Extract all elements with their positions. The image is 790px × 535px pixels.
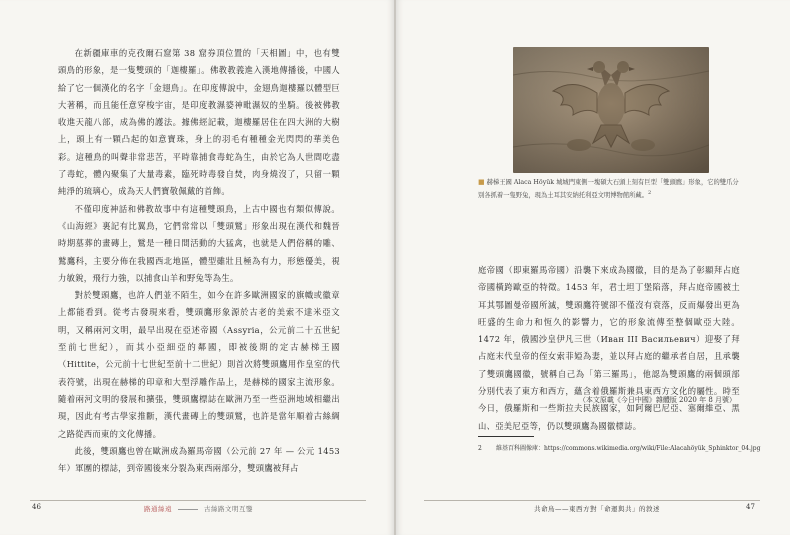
left-page-number: 46: [32, 503, 41, 511]
running-head-red: 路通絲遠: [144, 505, 172, 513]
footnote-text: 維基百科圖像庫：https://commons.wikimedia.org/wiki/File:Alacahöyük_Sphinktor_04.jpg: [496, 445, 761, 452]
left-page: [0, 0, 394, 535]
running-head-gray: 古絲路文明互鑒: [204, 505, 253, 513]
right-footer-rule: [424, 500, 760, 501]
footnote: [478, 443, 760, 452]
left-body-text: [58, 45, 340, 477]
caption-marker-icon: ■: [478, 178, 485, 186]
right-body-text: [478, 262, 740, 435]
right-paragraph-1: 庭帝國（即東羅馬帝國）沿襲下來成為國徽，目的是為了彰顯拜占庭帝國橫跨歐亞的特徵。1453 年，君士坦丁堡陷落，拜占庭帝國被土耳其鄂圖曼帝國所滅，雙頭鷹符號卻不僅沒有衰落，反而爆發出更為旺盛的生命力和恆久的影響力，它的形象流傳至整個歐亞大陸。1472 年，俄國沙皇伊凡三世（Иван III Васильевич）迎娶了拜占庭末代皇帝的侄女索菲婭為妻，並以拜占庭的繼承者自居，且承襲了雙頭鷹國徽，號稱自己為「第三羅馬」，他認為雙頭鷹的兩個頭部分別代表了東方和西方，蘊含着俄羅斯兼具東西方文化的屬性。時至今日，俄羅斯和一些斯拉夫民族國家，如阿爾巴尼亞、塞爾維亞、黑山、亞美尼亞等，仍以雙頭鷹為國徽標誌。: [478, 265, 740, 431]
running-head-separator: [178, 509, 198, 510]
left-footer-rule: [30, 500, 366, 501]
double-headed-eagle-relief-photo: [513, 47, 709, 173]
left-paragraph-3: 對於雙頭鷹，也許人們並不陌生，如今在許多歐洲國家的旗幟或徽章上都能看到。從考古發現來看，雙頭鷹形象源於古老的美索不達米亞文明，又稱兩河文明，最早出現在亞述帝國（Assyria，公元前二十五世紀至前七世紀），而其小亞細亞的鄰國，即被後期的定古赫梯王國（Hittite，公元前十七世紀至前十二世紀）則首次將雙頭鷹用作皇室的代表符號，出現在赫梯的印章和大型浮雕作品上，是赫梯的國家主流形象。隨着兩河文明的發展和擴張，雙頭鷹標誌在歐洲乃至一些亞洲地域相繼出現，因此有考古學家推斷，漢代畫磚上的雙頭鷲，也許是當年順着古絲綢之路從西而東的文化傳播。: [58, 290, 340, 439]
right-page-number: 47: [746, 503, 755, 511]
left-paragraph-4: 此後，雙頭鷹也曾在歐洲成為羅馬帝國（公元前 27 年 — 公元 1453 年）軍團的標誌，到帝國後來分裂為東西兩部分，雙頭鷹被拜占: [58, 445, 340, 474]
caption-footnote-ref: 2: [648, 190, 652, 196]
right-running-head: 共命鳥——東西方對「命運與共」的敘述: [534, 505, 660, 513]
left-paragraph-1: 在新疆庫車的克孜爾石窟第 38 窟券頂位置的「天相圖」中，也有雙頭鳥的形象，是一隻雙頭的「迦樓羅」。佛教教義進入漢地傳播後，中國人給了它一個漢化的名字「金翅鳥」。在印度傳說中，金翅鳥迦樓羅以體型巨大著稱，而且能任意穿梭宇宙，是印度教濕婆神毗濕奴的坐騎。後被佛教收進天龍八部，成為佛的護法。據佛經記載，迦樓羅居住在四大洲的大樹上，頭上有一顆凸起的如意寶珠，身上的羽毛有種種金光閃閃的華美色彩。這種鳥的叫聲非常悲苦，平時靠捕食毒蛇為生，由於它為人世間吃盡了毒蛇，體內聚集了大量毒素，臨死時毒發自焚，肉身燒沒了，只留一顆純淨的琉璃心，成為天人們寶敬佩戴的首飾。: [58, 48, 340, 197]
footnote-number: 2: [478, 445, 482, 452]
left-paragraph-2: 不僅印度神話和佛教故事中有這種雙頭鳥，上古中國也有類似傳說。《山海經》裏記有比翼鳥，它們常常以「雙頭鷲」形象出現在漢代和魏晉時期墓葬的畫磚上，鷲是一種日間活動的大猛禽，也就是人們俗稱的雕、鷲鷹科，主要分佈在我國西北地區，體型雖壯且極為有力，形態優美，視力敏銳，飛行力強，以捕食山羊和野兔等為生。: [58, 203, 340, 283]
left-running-head: [144, 504, 253, 513]
figure-caption: [478, 177, 740, 201]
relief-image: [513, 47, 709, 173]
caption-text: 赫梯王國 Alaca Höyük 城城門東側一塊碩大石頭上刻有巨型「雙頭鷹」形象，它的雙爪分別各抓着一隻野兔，現為土耳其安納托利亞文明博物館所藏。: [478, 179, 739, 200]
footnote-rule: [478, 436, 534, 437]
source-line: （本文原載《今日中國》雜體版 2020 年 8 月號）: [578, 396, 736, 404]
